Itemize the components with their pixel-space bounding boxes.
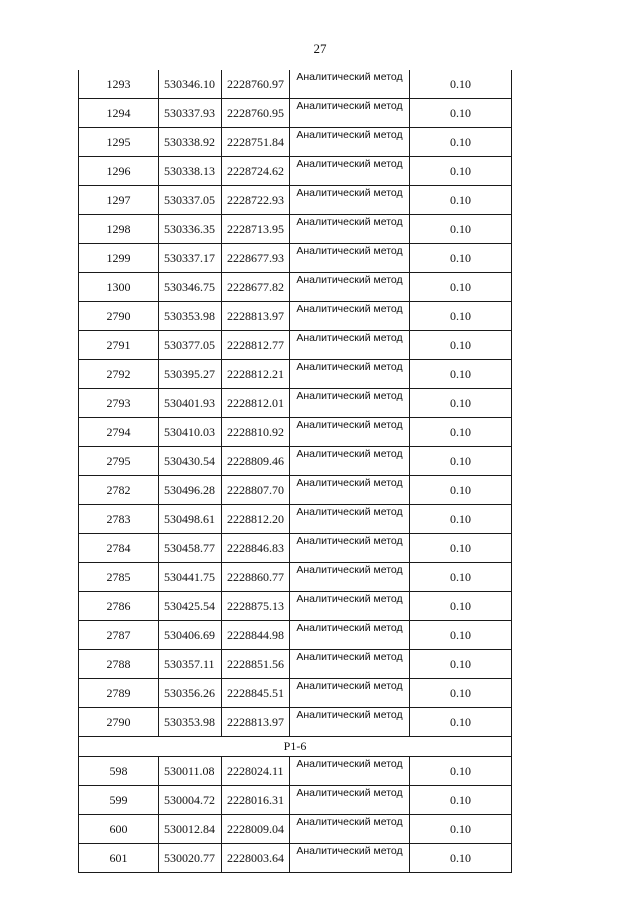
method-cell: Аналитический метод — [290, 757, 410, 786]
method-cell: Аналитический метод — [290, 708, 410, 737]
x-coordinate-cell: 530425.54 — [159, 592, 222, 621]
method-cell: Аналитический метод — [290, 679, 410, 708]
point-id-cell: 2786 — [79, 592, 159, 621]
point-id-cell: 1299 — [79, 244, 159, 273]
table-row — [79, 534, 512, 563]
table-row — [79, 815, 512, 844]
table-row — [79, 128, 512, 157]
x-coordinate-cell: 530406.69 — [159, 621, 222, 650]
x-coordinate-cell: 530337.05 — [159, 186, 222, 215]
y-coordinate-cell: 2228760.95 — [222, 99, 290, 128]
accuracy-cell: 0.10 — [410, 418, 512, 447]
point-id-cell: 2791 — [79, 331, 159, 360]
y-coordinate-cell: 2228024.11 — [222, 757, 290, 786]
table-row — [79, 244, 512, 273]
table-row — [79, 447, 512, 476]
y-coordinate-cell: 2228724.62 — [222, 157, 290, 186]
point-id-cell: 601 — [79, 844, 159, 873]
x-coordinate-cell: 530337.17 — [159, 244, 222, 273]
accuracy-cell: 0.10 — [410, 215, 512, 244]
accuracy-cell: 0.10 — [410, 621, 512, 650]
y-coordinate-cell: 2228813.97 — [222, 708, 290, 737]
accuracy-cell: 0.10 — [410, 708, 512, 737]
x-coordinate-cell: 530498.61 — [159, 505, 222, 534]
point-id-cell: 1295 — [79, 128, 159, 157]
point-id-cell: 2794 — [79, 418, 159, 447]
accuracy-cell: 0.10 — [410, 128, 512, 157]
accuracy-cell: 0.10 — [410, 534, 512, 563]
method-cell: Аналитический метод — [290, 215, 410, 244]
method-cell: Аналитический метод — [290, 331, 410, 360]
y-coordinate-cell: 2228809.46 — [222, 447, 290, 476]
table-row — [79, 476, 512, 505]
x-coordinate-cell: 530430.54 — [159, 447, 222, 476]
section-header-row — [79, 737, 512, 757]
coordinates-table-body — [79, 70, 512, 873]
accuracy-cell: 0.10 — [410, 244, 512, 273]
x-coordinate-cell: 530338.13 — [159, 157, 222, 186]
point-id-cell: 1296 — [79, 157, 159, 186]
y-coordinate-cell: 2228807.70 — [222, 476, 290, 505]
y-coordinate-cell: 2228860.77 — [222, 563, 290, 592]
point-id-cell: 2793 — [79, 389, 159, 418]
table-row — [79, 360, 512, 389]
table-row — [79, 786, 512, 815]
accuracy-cell: 0.10 — [410, 476, 512, 505]
accuracy-cell: 0.10 — [410, 157, 512, 186]
point-id-cell: 1294 — [79, 99, 159, 128]
method-cell: Аналитический метод — [290, 418, 410, 447]
method-cell: Аналитический метод — [290, 70, 410, 99]
point-id-cell: 1300 — [79, 273, 159, 302]
y-coordinate-cell: 2228812.01 — [222, 389, 290, 418]
x-coordinate-cell: 530458.77 — [159, 534, 222, 563]
accuracy-cell: 0.10 — [410, 447, 512, 476]
accuracy-cell: 0.10 — [410, 273, 512, 302]
x-coordinate-cell: 530401.93 — [159, 389, 222, 418]
table-row — [79, 302, 512, 331]
table-row — [79, 215, 512, 244]
accuracy-cell: 0.10 — [410, 757, 512, 786]
x-coordinate-cell: 530346.10 — [159, 70, 222, 99]
point-id-cell: 2788 — [79, 650, 159, 679]
y-coordinate-cell: 2228810.92 — [222, 418, 290, 447]
table-row — [79, 99, 512, 128]
x-coordinate-cell: 530377.05 — [159, 331, 222, 360]
method-cell: Аналитический метод — [290, 786, 410, 815]
table-row — [79, 186, 512, 215]
method-cell: Аналитический метод — [290, 563, 410, 592]
accuracy-cell: 0.10 — [410, 592, 512, 621]
y-coordinate-cell: 2228845.51 — [222, 679, 290, 708]
method-cell: Аналитический метод — [290, 844, 410, 873]
method-cell: Аналитический метод — [290, 534, 410, 563]
y-coordinate-cell: 2228713.95 — [222, 215, 290, 244]
page-number: 27 — [313, 41, 327, 56]
accuracy-cell: 0.10 — [410, 844, 512, 873]
y-coordinate-cell: 2228812.77 — [222, 331, 290, 360]
table-row — [79, 389, 512, 418]
section-label: Р1-6 — [79, 737, 512, 757]
x-coordinate-cell: 530496.28 — [159, 476, 222, 505]
y-coordinate-cell: 2228016.31 — [222, 786, 290, 815]
x-coordinate-cell: 530336.35 — [159, 215, 222, 244]
method-cell: Аналитический метод — [290, 244, 410, 273]
method-cell: Аналитический метод — [290, 99, 410, 128]
accuracy-cell: 0.10 — [410, 815, 512, 844]
accuracy-cell: 0.10 — [410, 679, 512, 708]
x-coordinate-cell: 530346.75 — [159, 273, 222, 302]
coordinates-table — [78, 70, 512, 873]
table-row — [79, 70, 512, 99]
table-row — [79, 679, 512, 708]
x-coordinate-cell: 530012.84 — [159, 815, 222, 844]
y-coordinate-cell: 2228875.13 — [222, 592, 290, 621]
table-row — [79, 650, 512, 679]
table-row — [79, 621, 512, 650]
y-coordinate-cell: 2228760.97 — [222, 70, 290, 99]
table-row — [79, 505, 512, 534]
x-coordinate-cell: 530357.11 — [159, 650, 222, 679]
y-coordinate-cell: 2228677.93 — [222, 244, 290, 273]
point-id-cell: 1293 — [79, 70, 159, 99]
y-coordinate-cell: 2228003.64 — [222, 844, 290, 873]
point-id-cell: 2787 — [79, 621, 159, 650]
x-coordinate-cell: 530410.03 — [159, 418, 222, 447]
point-id-cell: 2785 — [79, 563, 159, 592]
y-coordinate-cell: 2228812.20 — [222, 505, 290, 534]
method-cell: Аналитический метод — [290, 389, 410, 418]
x-coordinate-cell: 530353.98 — [159, 708, 222, 737]
accuracy-cell: 0.10 — [410, 70, 512, 99]
method-cell: Аналитический метод — [290, 128, 410, 157]
method-cell: Аналитический метод — [290, 273, 410, 302]
y-coordinate-cell: 2228813.97 — [222, 302, 290, 331]
table-row — [79, 757, 512, 786]
point-id-cell: 1298 — [79, 215, 159, 244]
accuracy-cell: 0.10 — [410, 650, 512, 679]
table-row — [79, 273, 512, 302]
point-id-cell: 2789 — [79, 679, 159, 708]
x-coordinate-cell: 530356.26 — [159, 679, 222, 708]
x-coordinate-cell: 530395.27 — [159, 360, 222, 389]
method-cell: Аналитический метод — [290, 650, 410, 679]
y-coordinate-cell: 2228846.83 — [222, 534, 290, 563]
method-cell: Аналитический метод — [290, 505, 410, 534]
x-coordinate-cell: 530004.72 — [159, 786, 222, 815]
table-row — [79, 331, 512, 360]
x-coordinate-cell: 530353.98 — [159, 302, 222, 331]
table-row — [79, 157, 512, 186]
accuracy-cell: 0.10 — [410, 186, 512, 215]
method-cell: Аналитический метод — [290, 186, 410, 215]
point-id-cell: 2783 — [79, 505, 159, 534]
accuracy-cell: 0.10 — [410, 786, 512, 815]
point-id-cell: 2792 — [79, 360, 159, 389]
y-coordinate-cell: 2228812.21 — [222, 360, 290, 389]
point-id-cell: 2782 — [79, 476, 159, 505]
x-coordinate-cell: 530011.08 — [159, 757, 222, 786]
x-coordinate-cell: 530337.93 — [159, 99, 222, 128]
accuracy-cell: 0.10 — [410, 360, 512, 389]
method-cell: Аналитический метод — [290, 592, 410, 621]
y-coordinate-cell: 2228844.98 — [222, 621, 290, 650]
point-id-cell: 600 — [79, 815, 159, 844]
method-cell: Аналитический метод — [290, 476, 410, 505]
point-id-cell: 599 — [79, 786, 159, 815]
method-cell: Аналитический метод — [290, 621, 410, 650]
point-id-cell: 2784 — [79, 534, 159, 563]
point-id-cell: 2790 — [79, 302, 159, 331]
accuracy-cell: 0.10 — [410, 563, 512, 592]
method-cell: Аналитический метод — [290, 815, 410, 844]
x-coordinate-cell: 530020.77 — [159, 844, 222, 873]
table-row — [79, 844, 512, 873]
method-cell: Аналитический метод — [290, 360, 410, 389]
y-coordinate-cell: 2228751.84 — [222, 128, 290, 157]
table-row — [79, 592, 512, 621]
point-id-cell: 598 — [79, 757, 159, 786]
accuracy-cell: 0.10 — [410, 389, 512, 418]
point-id-cell: 2795 — [79, 447, 159, 476]
method-cell: Аналитический метод — [290, 302, 410, 331]
accuracy-cell: 0.10 — [410, 99, 512, 128]
y-coordinate-cell: 2228009.04 — [222, 815, 290, 844]
accuracy-cell: 0.10 — [410, 331, 512, 360]
y-coordinate-cell: 2228851.56 — [222, 650, 290, 679]
point-id-cell: 1297 — [79, 186, 159, 215]
point-id-cell: 2790 — [79, 708, 159, 737]
accuracy-cell: 0.10 — [410, 505, 512, 534]
y-coordinate-cell: 2228677.82 — [222, 273, 290, 302]
method-cell: Аналитический метод — [290, 447, 410, 476]
method-cell: Аналитический метод — [290, 157, 410, 186]
accuracy-cell: 0.10 — [410, 302, 512, 331]
y-coordinate-cell: 2228722.93 — [222, 186, 290, 215]
table-row — [79, 563, 512, 592]
x-coordinate-cell: 530338.92 — [159, 128, 222, 157]
x-coordinate-cell: 530441.75 — [159, 563, 222, 592]
table-row — [79, 418, 512, 447]
table-row — [79, 708, 512, 737]
